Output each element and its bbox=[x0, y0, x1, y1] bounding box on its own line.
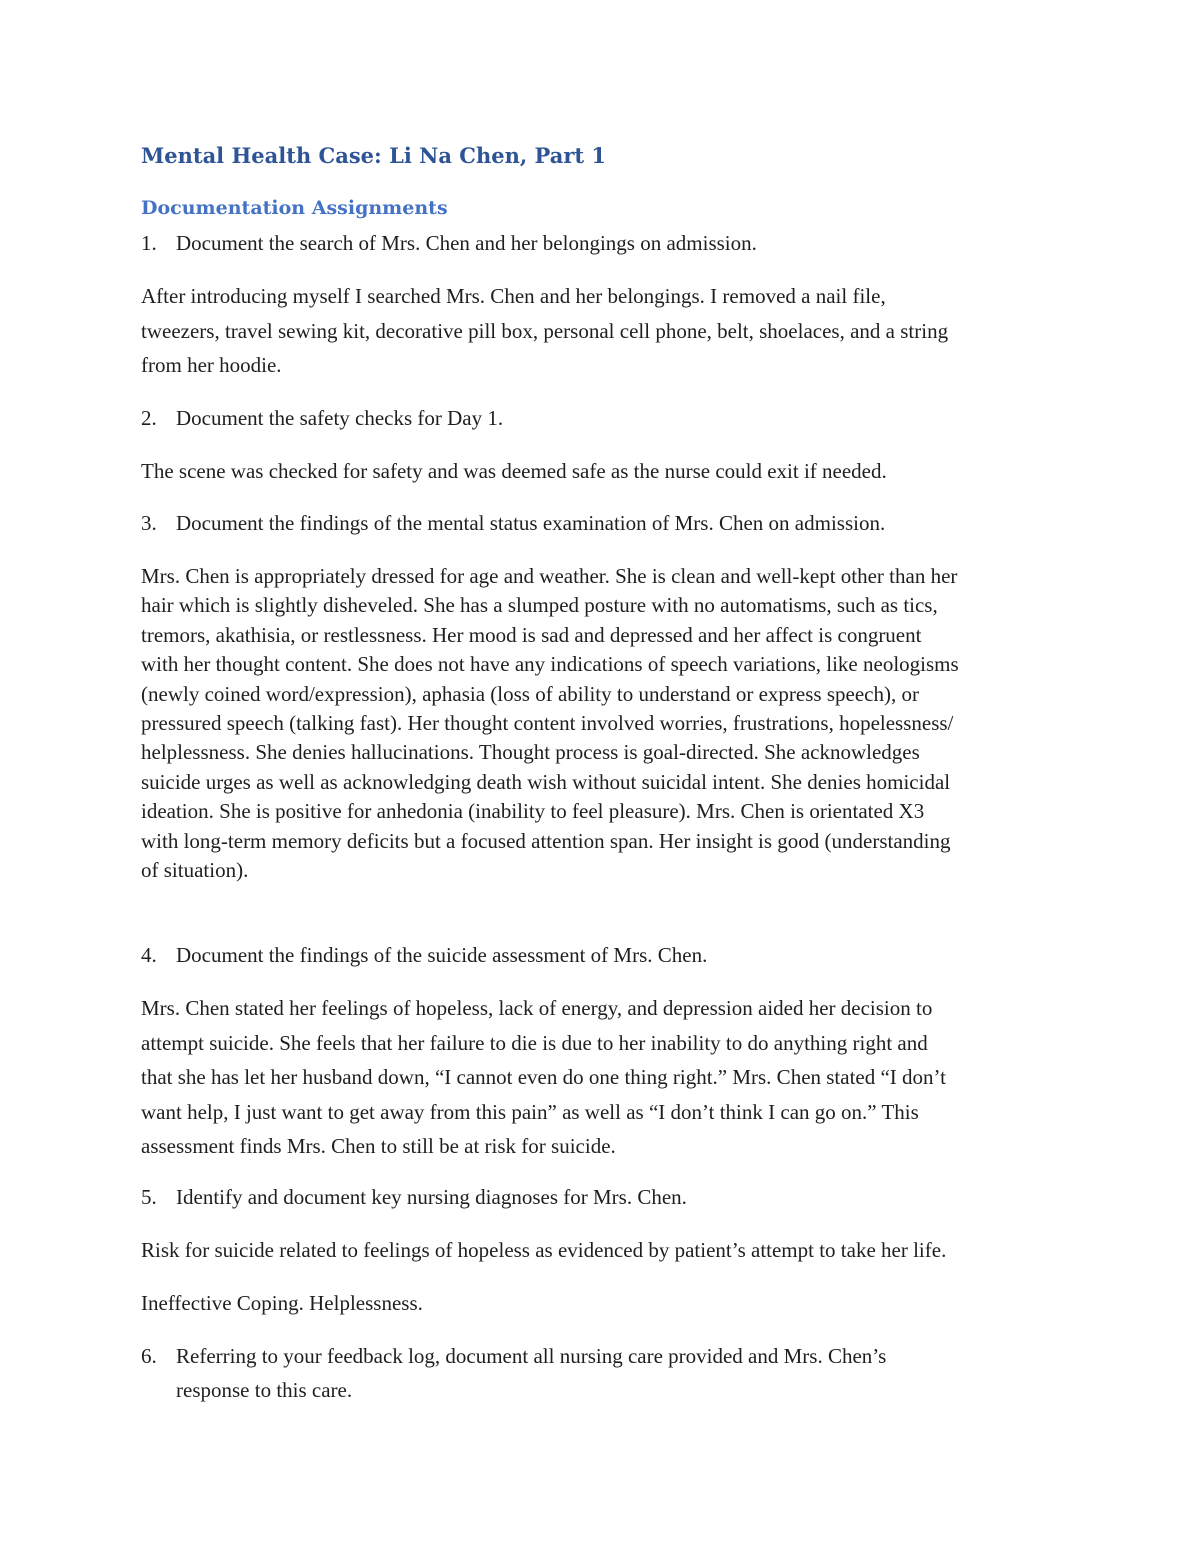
question-text: response to this care. bbox=[176, 1378, 353, 1402]
answer-line: that she has let her husband down, “I cannot even do one thing right.” Mrs. Chen stated “I don’t bbox=[141, 1065, 947, 1089]
question-text: Document the findings of the mental status examination of Mrs. Chen on admission. bbox=[176, 511, 886, 535]
answer-3 bbox=[141, 562, 959, 885]
answer-line: tremors, akathisia, or restlessness. Her mood is sad and depressed and her affect is congruent bbox=[141, 622, 922, 647]
answer-5-extra bbox=[141, 1286, 423, 1321]
question-number: 6. bbox=[141, 1344, 157, 1368]
question-number: 4. bbox=[141, 943, 157, 967]
answer-line: hair which is slightly disheveled. She has a slumped posture with no automatisms, such as tics, bbox=[141, 593, 938, 618]
question-text: Identify and document key nursing diagnoses for Mrs. Chen. bbox=[176, 1185, 687, 1209]
question-number: 5. bbox=[141, 1185, 157, 1209]
answer-line: Ineffective Coping. Helplessness. bbox=[141, 1291, 423, 1315]
answer-line: Risk for suicide related to feelings of hopeless as evidenced by patient’s attempt to take her life. bbox=[141, 1238, 947, 1262]
question-number: 2. bbox=[141, 406, 157, 430]
answer-line: After introducing myself I searched Mrs. Chen and her belongings. I removed a nail file, bbox=[141, 284, 886, 308]
question-text: Document the search of Mrs. Chen and her belongings on admission. bbox=[176, 231, 757, 255]
answer-line: The scene was checked for safety and was deemed safe as the nurse could exit if needed. bbox=[141, 459, 887, 483]
answer-line: with long-term memory deficits but a focused attention span. Her insight is good (understanding bbox=[141, 828, 951, 853]
question-text: Document the safety checks for Day 1. bbox=[176, 406, 504, 430]
question-text: Document the findings of the suicide assessment of Mrs. Chen. bbox=[176, 943, 708, 967]
answer-line: Mrs. Chen is appropriately dressed for age and weather. She is clean and well-kept other than her bbox=[141, 564, 958, 588]
question-number: 3. bbox=[141, 511, 157, 535]
answer-line: tweezers, travel sewing kit, decorative pill box, personal cell phone, belt, shoelaces, and a string bbox=[141, 318, 949, 343]
document-title: Mental Health Case: Li Na Chen, Part 1 bbox=[141, 143, 607, 168]
question-text: Referring to your feedback log, document all nursing care provided and Mrs. Chen’s bbox=[176, 1344, 887, 1368]
answer-2 bbox=[141, 454, 887, 489]
document-subtitle: Documentation Assignments bbox=[141, 197, 448, 219]
answer-4 bbox=[141, 991, 946, 1164]
answer-line: from her hoodie. bbox=[141, 353, 282, 377]
answer-line: with her thought content. She does not have any indications of speech variations, like neologisms bbox=[141, 652, 959, 677]
answer-line: assessment finds Mrs. Chen to still be at risk for suicide. bbox=[141, 1134, 616, 1158]
question-number: 1. bbox=[141, 231, 157, 255]
answer-line: suicide urges as well as acknowledging death wish without suicidal intent. She denies homicidal bbox=[141, 769, 951, 794]
question-6-continued bbox=[176, 1373, 352, 1407]
answer-5 bbox=[141, 1233, 946, 1268]
answer-line: attempt suicide. She feels that her failure to die is due to her inability to do anything right and bbox=[141, 1030, 928, 1055]
answer-line: want help, I just want to get away from this pain” as well as “I don’t think I can go on.” This bbox=[141, 1099, 919, 1124]
answer-line: helplessness. She denies hallucinations. Thought process is goal-directed. She acknowledges bbox=[141, 740, 920, 765]
answer-1 bbox=[141, 279, 948, 383]
answer-line: of situation). bbox=[141, 858, 249, 883]
answer-line: (newly coined word/expression), aphasia (loss of ability to understand or express speech), or bbox=[141, 681, 919, 706]
answer-line: ideation. She is positive for anhedonia (inability to feel pleasure). Mrs. Chen is orientated X3 bbox=[141, 799, 925, 824]
answer-line: pressured speech (talking fast). Her thought content involved worries, frustrations, hopelessness/ bbox=[141, 711, 954, 736]
answer-line: Mrs. Chen stated her feelings of hopeless, lack of energy, and depression aided her decision to bbox=[141, 996, 933, 1020]
